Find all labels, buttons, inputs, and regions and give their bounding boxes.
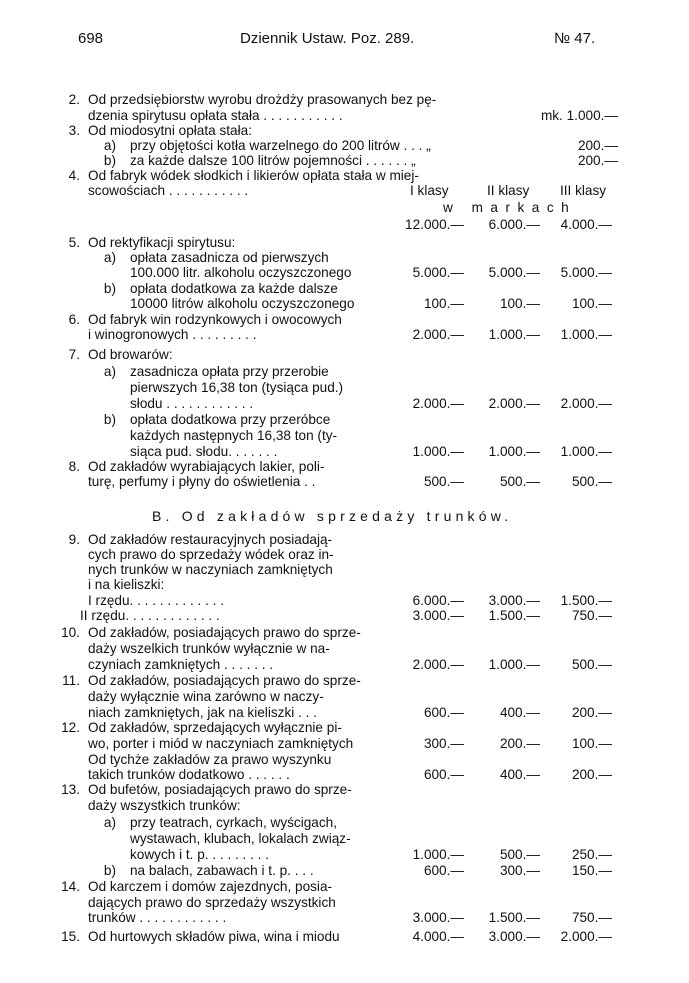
item-text: daży wyłącznie wina zarówno w naczy- [88, 689, 324, 704]
sub-mark: a) [103, 815, 116, 830]
fee-value: 300.— [423, 736, 464, 751]
item-text: wystawach, klubach, lokalach związ- [130, 831, 351, 846]
fee-value: 400.— [499, 767, 540, 782]
item-text: Od fabryk win rodzynkowych i owocowych [88, 312, 342, 327]
item-number: 15. [61, 929, 80, 944]
fee-value: 1.000.— [412, 444, 464, 459]
fee-value: 6.000.— [488, 217, 540, 232]
fee-value: 1.500.— [560, 593, 612, 608]
item-text: i winogronowych . . . . . . . . . [88, 327, 257, 342]
fee-value: 500.— [571, 474, 612, 489]
fee-value: mk. 1.000.— [540, 108, 618, 123]
fee-value: 3.000.— [488, 929, 540, 944]
item-text: daży wszystkich trunków: [88, 798, 241, 813]
fee-value: 150.— [571, 863, 612, 878]
item-number: 2. [68, 92, 80, 107]
item-text: I rzędu. . . . . . . . . . . . . [88, 593, 224, 608]
fee-value: 200.— [571, 767, 612, 782]
item-text: nych trunków w naczyniach zamkniętych [88, 562, 333, 577]
item-number: 9. [68, 532, 80, 547]
item-text: Od hurtowych składów piwa, wina i miodu [88, 929, 340, 944]
fee-value: 1.500.— [488, 910, 540, 925]
column-header-class-3: III klasy [560, 183, 607, 198]
fee-value: 100.— [423, 296, 464, 311]
item-text: Od browarów: [88, 347, 173, 362]
fee-value: 1.000.— [488, 657, 540, 672]
sub-mark: b) [103, 863, 116, 878]
sub-mark: a) [103, 250, 116, 265]
fee-value: 200.— [571, 705, 612, 720]
section-heading: B. Od zakładów sprzedaży trunków. [152, 508, 513, 524]
item-text: Od karczem i domów zajezdnych, posia- [88, 879, 333, 894]
item-text: przy teatrach, cyrkach, wyścigach, [130, 815, 337, 830]
item-text: każdych następnych 16,38 ton (ty- [130, 428, 338, 443]
item-text: na balach, zabawach i t. p. . . . [130, 863, 314, 878]
sub-mark: b) [103, 412, 116, 427]
item-text: Od zakładów, posiadających prawo do sprze- [88, 625, 361, 640]
item-number: 5. [68, 235, 80, 250]
item-text: Od zakładów wyrabiających lakier, poli- [88, 459, 325, 474]
item-text: turę, perfumy i płyny do oświetlenia . . [88, 474, 316, 489]
item-text: opłata dodatkowa przy przeróbce [130, 412, 331, 427]
fee-value: 200.— [577, 138, 618, 153]
item-text: przy objętości kotła warzelnego do 200 litrów . . . „ [130, 138, 431, 153]
item-text: dzenia spirytusu opłata stała . . . . . . . . . . . [88, 108, 343, 123]
fee-value: 4.000.— [412, 929, 464, 944]
item-text: takich trunków dodatkowo . . . . . . [88, 767, 290, 782]
item-number: 4. [68, 168, 80, 183]
fee-value: 2.000.— [560, 929, 612, 944]
fee-value: 300.— [499, 863, 540, 878]
item-text: scowościach . . . . . . . . . . . [88, 183, 249, 198]
fee-value: 750.— [571, 910, 612, 925]
sub-mark: b) [103, 281, 116, 296]
fee-value: 3.000.— [412, 608, 464, 623]
item-text: wo, porter i miód w naczyniach zamkniętych [88, 736, 354, 751]
fee-value: 5.000.— [488, 265, 540, 280]
item-text: i na kieliszki: [88, 577, 165, 592]
item-text: Od miodosytni opłata stała: [88, 123, 252, 138]
item-text: Od bufetów, posiadających prawo do sprze- [88, 782, 352, 797]
item-text: Od przedsiębiorstw wyrobu drożdży prasowanych bez pę- [88, 92, 437, 107]
item-text: zasadnicza opłata przy przerobie [130, 364, 329, 379]
fee-value: 1.000.— [488, 444, 540, 459]
fee-value: 2.000.— [488, 396, 540, 411]
fee-value: 2.000.— [412, 657, 464, 672]
item-text: niach zamkniętych, jak na kieliszki . . . [88, 705, 317, 720]
fee-value: 200.— [577, 153, 618, 168]
column-header-class-1: I klasy [410, 183, 449, 198]
item-text: Od tychże zakładów za prawo wyszynku [88, 752, 332, 767]
item-text: Od rektyfikacji spirytusu: [88, 235, 236, 250]
fee-value: 600.— [423, 705, 464, 720]
item-number: 14. [61, 879, 80, 894]
fee-value: 1.000.— [488, 327, 540, 342]
item-text: 10000 litrów alkoholu oczyszczonego [130, 296, 355, 311]
item-number: 13. [61, 782, 80, 797]
item-number: 7. [68, 347, 80, 362]
fee-value: 750.— [571, 608, 612, 623]
item-number: 10. [61, 625, 80, 640]
column-header-class-2: II klasy [487, 183, 530, 198]
item-text: kowych i t. p. . . . . . . . . [130, 847, 269, 862]
fee-value: 1.000.— [560, 444, 612, 459]
sub-mark: a) [103, 364, 116, 379]
fee-value: 5.000.— [560, 265, 612, 280]
fee-value: 600.— [423, 863, 464, 878]
fee-value: 500.— [423, 474, 464, 489]
item-text: Od zakładów, posiadających prawo do sprze- [88, 673, 361, 688]
item-number: 11. [62, 673, 80, 688]
column-unit: w markach [443, 200, 577, 215]
item-text: siąca pud. słodu. . . . . . . [130, 444, 278, 459]
item-text: za każde dalsze 100 litrów pojemności . . . . . . „ [130, 153, 416, 168]
fee-value: 600.— [423, 767, 464, 782]
page-title: Dziennik Ustaw. Poz. 289. [240, 30, 415, 47]
fee-value: 3.000.— [412, 910, 464, 925]
item-number: 3. [68, 123, 80, 138]
fee-value: 5.000.— [412, 265, 464, 280]
fee-value: 500.— [571, 657, 612, 672]
item-text: opłata zasadnicza od pierwszych [130, 250, 329, 265]
fee-value: 100.— [499, 296, 540, 311]
item-text: Od zakładów restauracyjnych posiadają- [88, 532, 333, 547]
fee-value: 400.— [499, 705, 540, 720]
page-number: 698 [78, 30, 104, 47]
fee-value: 500.— [499, 847, 540, 862]
item-number: 12. [61, 720, 80, 735]
fee-value: 100.— [571, 296, 612, 311]
fee-value: 1.500.— [488, 608, 540, 623]
fee-value: 500.— [499, 474, 540, 489]
item-text: Od fabryk wódek słodkich i likierów opłata stała w miej- [88, 168, 419, 183]
item-text: słodu . . . . . . . . . . . . [130, 396, 254, 411]
fee-value: 100.— [571, 736, 612, 751]
item-number: 6. [68, 312, 80, 327]
fee-value: 250.— [571, 847, 612, 862]
item-text: trunków . . . . . . . . . . . . [88, 910, 227, 925]
item-text: II rzędu. . . . . . . . . . . . . [80, 608, 220, 623]
item-text: czyniach zamkniętych . . . . . . . [88, 657, 274, 672]
fee-value: 3.000.— [488, 593, 540, 608]
fee-value: 2.000.— [412, 396, 464, 411]
item-text: Od zakładów, sprzedających wyłącznie pi- [88, 720, 342, 735]
fee-value: 6.000.— [412, 593, 464, 608]
fee-value: 1.000.— [412, 847, 464, 862]
sub-mark: a) [103, 138, 116, 153]
fee-value: 4.000.— [560, 217, 612, 232]
fee-value: 12.000.— [405, 217, 464, 232]
fee-value: 200.— [499, 736, 540, 751]
sub-mark: b) [103, 153, 116, 168]
issue-number: № 47. [554, 30, 596, 47]
fee-value: 2.000.— [412, 327, 464, 342]
fee-value: 2.000.— [560, 396, 612, 411]
item-text: dających prawo do sprzedaży wszystkich [88, 895, 336, 910]
fee-value: 1.000.— [560, 327, 612, 342]
item-number: 8. [68, 459, 80, 474]
item-text: opłata dodatkowa za każde dalsze [130, 281, 338, 296]
item-text: daży wszelkich trunków wyłącznie w na- [88, 641, 330, 656]
item-text: 100.000 litr. alkoholu oczyszczonego [130, 265, 352, 280]
item-text: pierwszych 16,38 ton (tysiąca pud.) [130, 380, 344, 395]
item-text: cych prawo do sprzedaży wódek oraz in- [88, 547, 334, 562]
